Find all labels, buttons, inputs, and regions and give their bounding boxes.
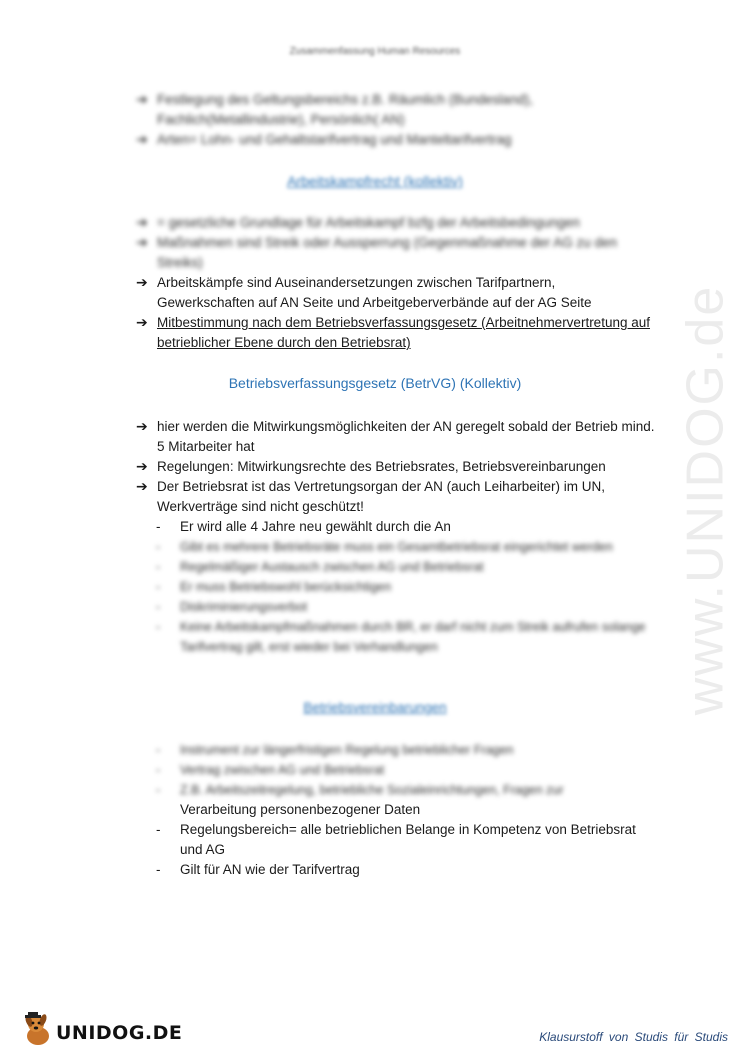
- watermark-text: www.UNIDOG.de: [676, 284, 734, 716]
- sub-list-item-text: Instrument zur längerfristigen Regelung betrieblicher Fragen: [180, 743, 514, 757]
- dash-bullet: -: [156, 540, 161, 554]
- sub-list-item-text: Keine Arbeitskampfmaßnahmen durch BR, er darf nicht zum Streik aufrufen solange Tarifvertrag gilt, erst wieder bei Verhandlungen: [180, 620, 646, 654]
- sub-list-item-text: Vertrag zwischen AG und Betriebsrat: [180, 763, 385, 777]
- list-item: [136, 273, 656, 313]
- list-item: [136, 130, 656, 150]
- list-item-text: Der Betriebsrat ist das Vertretungsorgan der AN (auch Leiharbeiter) im UN, Werkverträge sind nicht geschützt!: [157, 479, 605, 514]
- dash-bullet: -: [156, 580, 161, 594]
- sub-list-item: [136, 860, 656, 880]
- arrow-right-icon: ➔: [136, 235, 148, 251]
- dash-bullet: -: [156, 743, 161, 757]
- sub-list-item-text: Er wird alle 4 Jahre neu gewählt durch die An: [180, 519, 451, 534]
- sub-list-item: [136, 820, 656, 860]
- dash-bullet: -: [156, 763, 161, 777]
- sub-list-item: [136, 577, 656, 597]
- arrow-right-icon: ➔: [136, 275, 148, 291]
- sub-list-item-text: Er muss Betriebswohl berücksichtigen: [180, 580, 392, 594]
- sub-list-item-text: Regelungsbereich= alle betrieblichen Belange in Kompetenz von Betriebsrat und AG: [180, 822, 636, 857]
- list-item: [136, 313, 656, 353]
- arrow-right-icon: ➔: [136, 132, 148, 148]
- list-item-text: Arbeitskämpfe sind Auseinandersetzungen zwischen Tarifpartnern, Gewerkschaften auf AN Seite und Arbeitgeberverbände auf der AG Seite: [157, 275, 592, 310]
- list-item: [136, 477, 656, 517]
- heading-arbeitskampfrecht: Arbeitskampfrecht (kollektiv): [287, 173, 463, 189]
- list-item-text: Festlegung des Geltungsbereichs z.B. Räumlich (Bundesland), Fachlich(Metallindustrie), Persönlich( AN): [157, 92, 533, 127]
- list-item: [136, 417, 656, 457]
- dash-bullet: -: [156, 862, 161, 877]
- sub-list-item: [136, 740, 656, 760]
- list-item: [136, 213, 656, 233]
- arrow-right-icon: ➔: [136, 315, 148, 331]
- sub-list-item-continuation: [136, 800, 656, 820]
- arrow-right-icon: ➔: [136, 92, 148, 108]
- sub-list-item-text: Diskriminierungsverbot: [180, 600, 308, 614]
- sub-list-item-text: Z.B. Arbeitszeitregelung, betriebliche Sozialeinrichtungen, Fragen zur: [180, 783, 564, 797]
- arrow-right-icon: ➔: [136, 419, 148, 435]
- list-item-text: Regelungen: Mitwirkungsrechte des Betriebsrates, Betriebsvereinbarungen: [157, 459, 606, 474]
- arrow-right-icon: ➔: [136, 215, 148, 231]
- list-item-text: hier werden die Mitwirkungsmöglichkeiten der AN geregelt sobald der Betrieb mind. 5 Mitarbeiter hat: [157, 419, 655, 454]
- dash-bullet: -: [156, 519, 161, 534]
- sub-list-item-text: Gilt für AN wie der Tarifvertrag: [180, 862, 360, 877]
- dash-bullet: -: [156, 783, 161, 797]
- arrow-right-icon: ➔: [136, 479, 148, 495]
- list-item: [136, 90, 656, 130]
- list-item: [136, 233, 656, 273]
- sub-list-item: [136, 760, 656, 780]
- watermark: [655, 250, 750, 750]
- dash-bullet: -: [156, 560, 161, 574]
- section-betriebsvereinbarungen: [136, 740, 656, 880]
- section-betrvg: [136, 417, 656, 657]
- list-item: [136, 457, 656, 477]
- list-item-text: Maßnahmen sind Streik oder Aussperrung (Gegenmaßnahme der AG zu den Streiks): [157, 235, 617, 270]
- footer-tagline: Klausurstoff von Studis für Studis: [539, 1030, 728, 1044]
- dash-bullet: -: [156, 822, 161, 837]
- section-tarifvertrag: [136, 90, 656, 150]
- sub-list-item: [136, 617, 656, 657]
- sub-list-item: [136, 557, 656, 577]
- arrow-right-icon: ➔: [136, 459, 148, 475]
- sub-list-item: [136, 537, 656, 557]
- list-item-text: Mitbestimmung nach dem Betriebsverfassungsgesetz (Arbeitnehmervertretung auf betrieblicher Ebene durch den Betriebsrat): [157, 315, 650, 350]
- sub-list-item-text: Gibt es mehrere Betriebsräte muss ein Gesamtbetriebsrat eingerichtet werden: [180, 540, 613, 554]
- sub-list-item: [136, 780, 656, 800]
- section-arbeitskampfrecht: [136, 213, 656, 353]
- page-header: Zusammenfassung Human Resources: [289, 46, 461, 57]
- heading-betrvg: Betriebsverfassungsgesetz (BetrVG) (Kollektiv): [228, 375, 522, 391]
- sub-list-item: [136, 517, 656, 537]
- dash-bullet: -: [156, 620, 161, 634]
- logo-text: UNIDOG.DE: [56, 1022, 183, 1044]
- heading-betriebsvereinbarungen: Betriebsvereinbarungen: [303, 700, 447, 715]
- sub-list-item-text: Regelmäßiger Austausch zwischen AG und Betriebsrat: [180, 560, 484, 574]
- list-item-text: Arten= Lohn- und Gehaltstarifvertrag und Manteltarifvertrag: [157, 132, 512, 147]
- dog-logo-icon: [22, 1012, 56, 1048]
- sub-list-item-text: Verarbeitung personenbezogener Daten: [180, 802, 421, 817]
- footer-logo[interactable]: [22, 1010, 182, 1050]
- dash-bullet: -: [156, 600, 161, 614]
- list-item-text: = gesetzliche Grundlage für Arbeitskampf bzfg der Arbeitsbedingungen: [157, 215, 580, 230]
- sub-list-item: [136, 597, 656, 617]
